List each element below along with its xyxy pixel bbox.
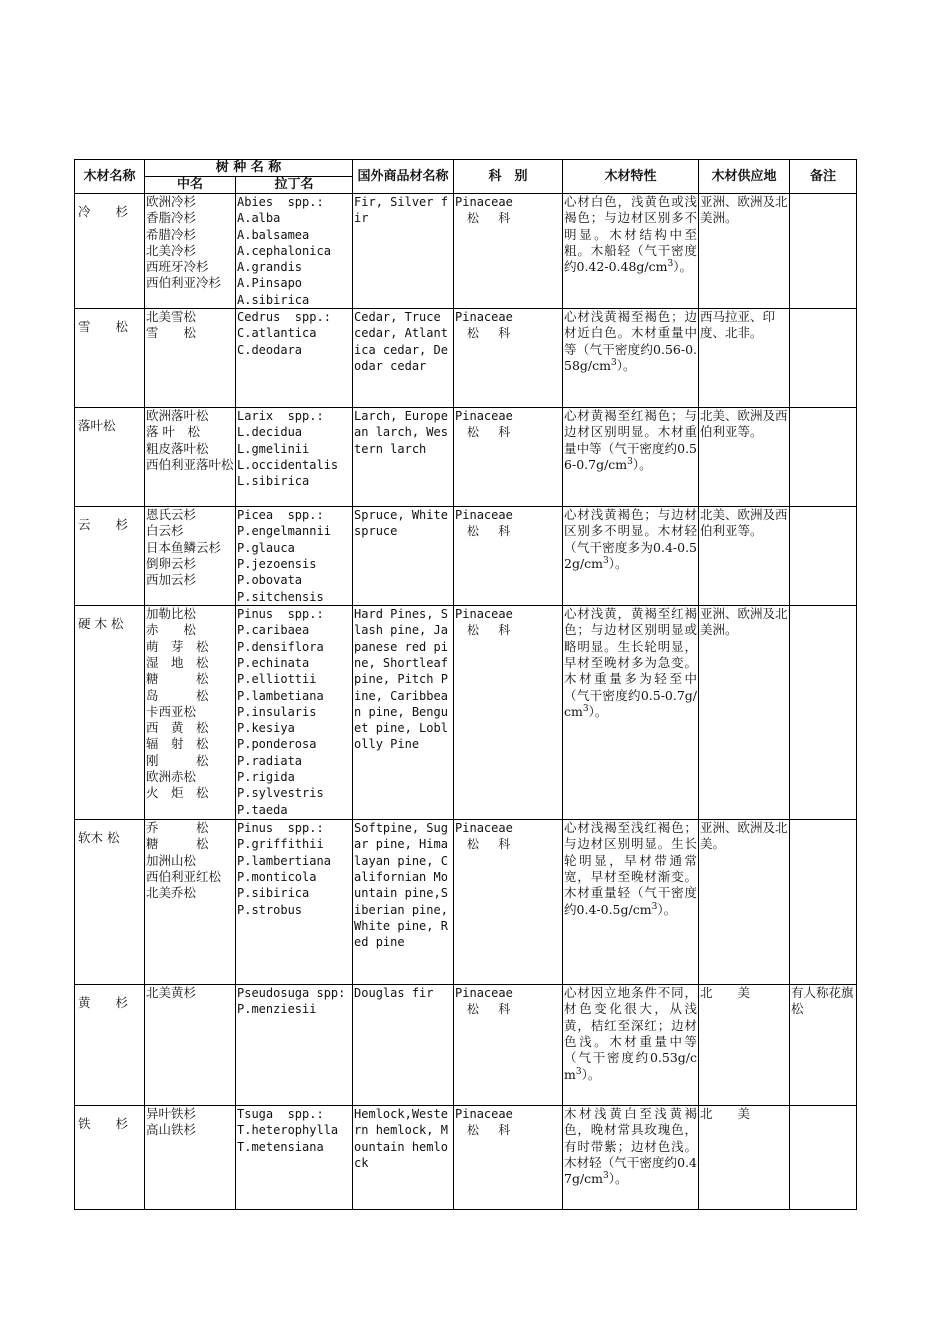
properties-cell [563,309,699,408]
cell-line: A.grandis [237,260,303,275]
family-cell [454,408,563,507]
properties-text: 心材黄褐至红褐色；与边材区别明显。木材重量中等（气干密度约0.56-0.7g/cm [564,408,698,472]
chinese-name-cell [145,820,236,985]
properties-end: ）。 [588,703,608,719]
cell-line: C.deodara [237,342,303,357]
superscript: 3 [627,456,633,467]
wood-name-cell: 云 杉 [75,507,145,606]
header-supply: 木材供应地 [699,160,790,194]
cell-line: 西伯利亚冷杉 [146,275,222,291]
superscript: 3 [603,555,609,566]
cell-line: Pinaceae [455,508,513,523]
cell-line: 粗皮落叶松 [146,440,209,456]
cell-line: 糖 松 [146,836,209,852]
cell-line: P.elliottii [237,672,317,687]
trade-name-cell: Larch, European larch, Western larch [353,408,454,507]
cell-line: 加勒比松 [146,606,197,622]
cell-line: 松 科 [455,1123,511,1138]
cell-line: P.menziesii [237,1002,317,1017]
trade-name-cell: Hard Pines, Slash pine, Japanese red pine, Shortleaf pine, Pitch Pine, Caribbean pine, Benguet pine, Loblolly Pine [353,606,454,820]
supply-cell: 北 美 [699,985,790,1106]
latin-name-cell [236,507,353,606]
cell-line: 西加云杉 [146,572,197,588]
table-row [75,507,857,606]
cell-line: 岛 松 [146,687,209,703]
header-family: 科 别 [454,160,563,194]
properties-cell [563,194,699,309]
cell-line: P.lambetiana [237,688,324,703]
cell-line: 异叶铁杉 [146,1106,197,1122]
table-row [75,1106,857,1210]
cell-line: 松 科 [455,326,511,341]
trade-name-cell: Hemlock,Western hemlock, Mountain hemlock [353,1106,454,1210]
cell-line: P.obovata [237,573,303,588]
cell-line: C.atlantica [237,326,317,341]
cell-line: Pinus spp.: [237,821,324,836]
family-cell [454,820,563,985]
cell-line: 松 科 [455,524,511,539]
cell-line: 西班牙冷杉 [146,259,209,275]
header-wood-name: 木材名称 [75,160,145,194]
cell-line: 雪 松 [146,325,197,341]
supply-cell: 亚洲、欧洲及北美。 [699,820,790,985]
chinese-name-cell [145,194,236,309]
cell-line: 日本鱼鳞云杉 [146,539,222,555]
cell-line: L.gmelinii [237,441,310,456]
latin-name-cell [236,309,353,408]
trade-name-cell: Fir, Silver fir [353,194,454,309]
properties-end: ）。 [616,357,636,373]
wood-name-cell: 雪 松 [75,309,145,408]
cell-line: P.caribaea [237,623,310,638]
properties-end: ）。 [581,1066,601,1082]
cell-line: L.decidua [237,425,303,440]
superscript: 3 [582,703,589,714]
cell-line: Pinaceae [455,1107,513,1122]
cell-line: P.jezoensis [237,556,317,571]
cell-line: 倒卵云杉 [146,555,197,571]
family-cell [454,1106,563,1210]
properties-cell [563,820,699,985]
supply-cell: 亚洲、欧洲及北美洲。 [699,194,790,309]
properties-cell [563,408,699,507]
cell-line: 西伯利亚落叶松 [146,456,234,472]
properties-text: 心材因立地条件不同，材色变化很大，从浅黄，桔红至深红；边材色浅。木材重量中等（气干密度约0.53g/cm [564,985,698,1082]
header-latin-name: 拉丁名 [236,177,353,194]
cell-line: 松 科 [455,425,511,440]
cell-line: Tsuga spp.: [237,1107,324,1122]
latin-name-cell [236,606,353,820]
cell-line: 赤 松 [146,622,197,638]
cell-line: 松 科 [455,623,511,638]
cell-line: P.kesiya [237,721,295,736]
table-row [75,985,857,1106]
cell-line: A.Pinsapo [237,276,303,291]
notes-cell [790,194,857,309]
table-row [75,606,857,820]
family-cell [454,309,563,408]
properties-end: ）。 [632,456,652,472]
header-chinese-name: 中名 [145,177,236,194]
cell-line: P.strobus [237,902,303,917]
cell-line: P.insularis [237,704,317,719]
cell-line: 香脂冷杉 [146,210,197,226]
superscript: 3 [603,1171,609,1182]
cell-line: 北美黄杉 [146,985,197,1001]
wood-name-cell: 软木 松 [75,820,145,985]
supply-cell: 北美、欧洲及西伯利亚等。 [699,408,790,507]
cell-line: A.alba [237,211,281,226]
cell-line: P.griffithii [237,837,324,852]
cell-line: 萌 芽 松 [146,638,209,654]
header-trade-name [353,160,454,194]
properties-cell [563,985,699,1106]
cell-line: P.lambertiana [237,853,331,868]
supply-cell: 北 美 [699,1106,790,1210]
cell-line: A.sibirica [237,292,310,307]
chinese-name-cell [145,408,236,507]
wood-name-cell: 黄 杉 [75,985,145,1106]
properties-end: ）。 [608,555,628,571]
cell-line: A.cephalonica [237,243,331,258]
properties-text: 心材浅黄，黄褐至红褐色；与边材区别明显或略明显。生长轮明显，早材至晚材多为急变。木材重量多为轻至中（气干密度约0.5-0.7g/cm [564,606,698,719]
properties-text: 心材浅褐至浅红褐色；与边材区别明显。生长轮明显，早材带通常宽，早材至晚材渐变。木材重量轻（气干密度约0.4-0.5g/cm [564,820,698,917]
table-row [75,194,857,309]
timber-table [74,159,857,1210]
cell-line: Pinus spp.: [237,607,324,622]
properties-text: 心材浅黄褐至褐色；边材近白色。木材重量中等（气干密度约0.56-0.58g/cm [564,309,698,373]
cell-line: 松 科 [455,211,511,226]
family-cell [454,194,563,309]
cell-line: 欧洲赤松 [146,769,197,785]
cell-line: P.sibirica [237,886,310,901]
cell-line: 辐 射 松 [146,736,209,752]
family-cell [454,507,563,606]
table-row [75,820,857,985]
chinese-name-cell [145,309,236,408]
cell-line: Pinaceae [455,195,513,209]
cell-line: L.occidentalis [237,457,339,472]
cell-line: Pinaceae [455,821,513,836]
cell-line: 欧洲落叶松 [146,408,209,424]
latin-name-cell [236,985,353,1106]
properties-end: ）。 [657,901,677,917]
cell-line: 恩氏云杉 [146,507,197,523]
cell-line: 北美乔松 [146,885,197,901]
cell-line: 刚 松 [146,752,209,768]
cell-line: P.monticola [237,869,317,884]
cell-line: 西伯利亚红松 [146,868,222,884]
cell-line: Larix spp.: [237,409,324,424]
notes-cell [790,507,857,606]
cell-line: P.rigida [237,770,295,785]
cell-line: P.taeda [237,802,288,817]
cell-line: A.balsamea [237,227,310,242]
cell-line: L.sibirica [237,474,310,489]
superscript: 3 [611,357,617,368]
chinese-name-cell [145,606,236,820]
header-notes: 备注 [790,160,857,194]
properties-cell [563,1106,699,1210]
cell-line: P.densiflora [237,639,324,654]
notes-cell [790,309,857,408]
cell-line: 火 炬 松 [146,785,209,801]
table-row [75,408,857,507]
cell-line: T.metensiana [237,1139,324,1154]
cell-line: 卡西亚松 [146,703,197,719]
properties-text: 木材浅黄白至浅黄褐色，晚材常具玫瑰色，有时带紫；边材色浅。木材轻（气干密度约0.47g/cm [564,1106,698,1187]
latin-name-cell [236,408,353,507]
notes-cell [790,408,857,507]
cell-line: 欧洲冷杉 [146,194,197,209]
cell-line: P.engelmannii [237,524,331,539]
properties-end: ）。 [673,259,692,275]
cell-line: Pinaceae [455,310,513,325]
cell-line: 西 黄 松 [146,720,209,736]
cell-line: 高山铁杉 [146,1122,197,1138]
properties-cell [563,507,699,606]
cell-line: 北美冷杉 [146,242,197,258]
trade-name-cell: Douglas fir [353,985,454,1106]
chinese-name-cell [145,1106,236,1210]
cell-line: Pinaceae [455,986,513,1001]
table-row [75,309,857,408]
header-species-group: 树 种 名 称 [145,160,353,177]
cell-line: 落 叶 松 [146,424,200,440]
properties-end: ）。 [608,1171,628,1187]
notes-cell [790,606,857,820]
notes-cell [790,820,857,985]
superscript: 3 [651,901,658,912]
cell-line: 松 科 [455,1002,511,1017]
cell-line: P.sylvestris [237,786,324,801]
trade-name-cell: Cedar, Truce cedar, Atlantica cedar, Deodar cedar [353,309,454,408]
cell-line: Picea spp.: [237,508,324,523]
cell-line: 松 科 [455,837,511,852]
supply-cell: 西马拉亚、印度、北非。 [699,309,790,408]
properties-text: 心材白色，浅黄色或浅褐色；与边材区别多不明显。木材结构中至粗。木船轻（气干密度约0.42-0.48g/cm [564,194,698,275]
properties-cell [563,606,699,820]
latin-name-cell [236,820,353,985]
superscript: 3 [575,1066,582,1077]
supply-cell: 亚洲、欧洲及北美洲。 [699,606,790,820]
latin-name-cell [236,194,353,309]
family-cell [454,606,563,820]
cell-line: 加洲山松 [146,852,197,868]
header-trade-name-text: 国外商品材名称 [357,169,449,184]
cell-line: Abies spp.: [237,195,324,209]
cell-line: Pinaceae [455,607,513,622]
supply-cell: 北美、欧洲及西伯利亚等。 [699,507,790,606]
cell-line: T.heterophylla [237,1123,339,1138]
chinese-name-cell [145,985,236,1106]
cell-line: 湿 地 松 [146,654,209,670]
trade-name-cell: Spruce, White spruce [353,507,454,606]
wood-name-cell: 硬 木 松 [75,606,145,820]
chinese-name-cell [145,507,236,606]
properties-text: 心材浅黄褐色；与边材区别多不明显。木材轻（气干密度多为0.4-0.52g/cm [564,507,698,571]
cell-line: 白云杉 [146,523,184,539]
trade-name-cell: Softpine, Sugar pine, Himalayan pine, Californian Mountain pine,Siberian pine, White pine, Red pine [353,820,454,985]
cell-line: P.ponderosa [237,737,317,752]
notes-cell [790,1106,857,1210]
cell-line: P.sitchensis [237,589,324,604]
wood-name-cell: 落叶松 [75,408,145,507]
notes-cell: 有人称花旗松 [790,985,857,1106]
cell-line: P.glauca [237,540,295,555]
wood-name-cell: 铁 杉 [75,1106,145,1210]
cell-line: P.echinata [237,655,310,670]
cell-line: 糖 松 [146,671,209,687]
cell-line: 乔 松 [146,820,209,836]
cell-line: Pseudosuga spp: [237,986,346,1001]
cell-line: Cedrus spp.: [237,310,331,325]
latin-name-cell [236,1106,353,1210]
cell-line: P.radiata [237,753,303,768]
wood-name-cell: 冷 杉 [75,194,145,309]
superscript: 3 [667,259,674,270]
cell-line: 北美雪松 [146,309,197,325]
family-cell [454,985,563,1106]
cell-line: 希腊冷杉 [146,226,197,242]
cell-line: Pinaceae [455,409,513,424]
header-properties: 木材特性 [563,160,699,194]
